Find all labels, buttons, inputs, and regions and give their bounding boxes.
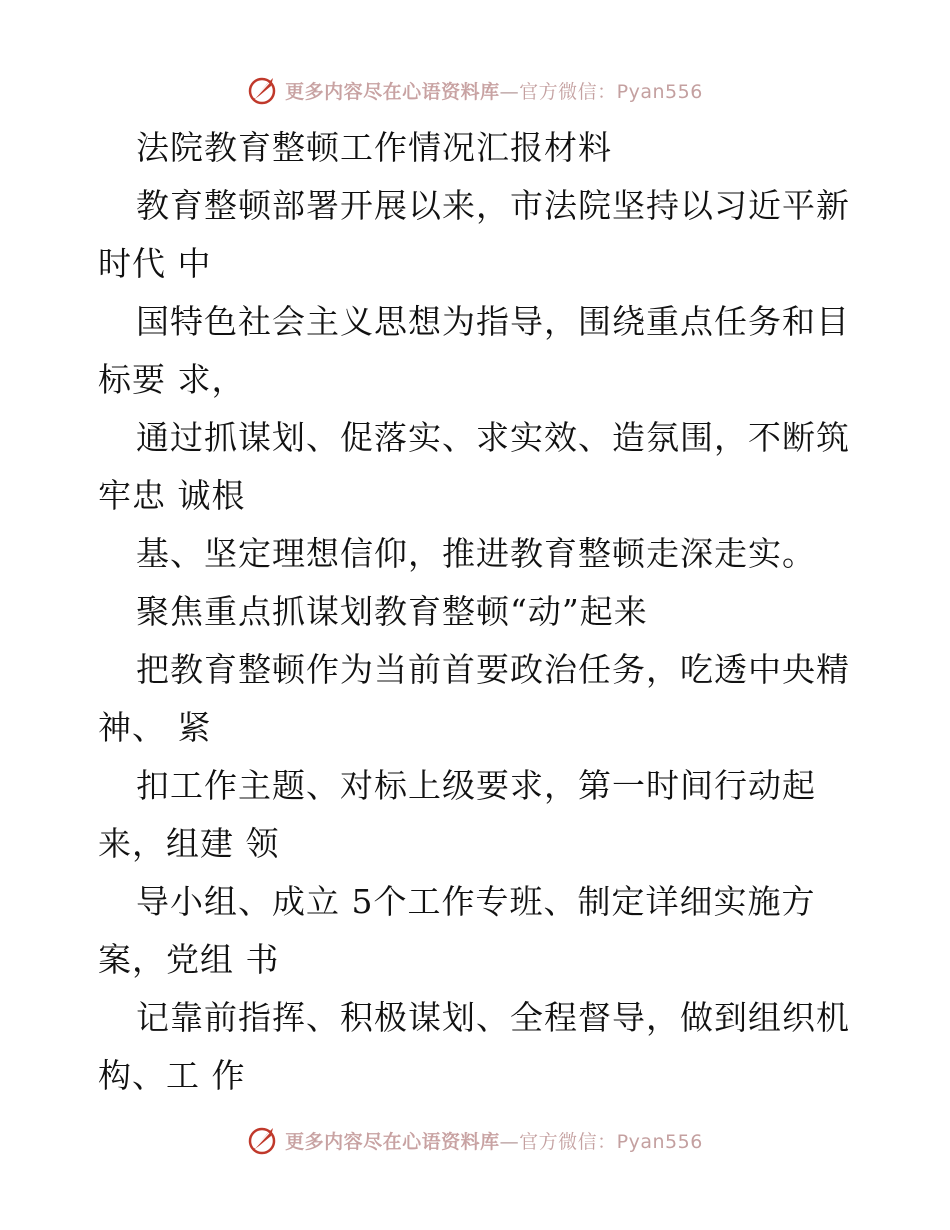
paragraph-line: 基、坚定理想信仰，推进教育整顿走深走实。 [136,534,816,573]
watermark-contact: 官方微信：Pyan556 [519,1130,703,1153]
paragraph-line: 记靠前指挥、积极谋划、全程督导，做到组织机 [136,998,850,1037]
section-heading: 聚焦重点抓谋划教育整顿“动”起来 [136,592,648,631]
watermark-separator: — [499,80,520,103]
paragraph-line: 来，组建 领 [98,824,280,863]
paragraph-line: 导小组、成立 5个工作专班、制定详细实施方 [136,882,816,921]
quill-pen-icon [247,1124,279,1156]
paragraph-line: 神、 紧 [98,708,212,747]
paragraph-line: 牢忠 诚根 [98,476,246,515]
paragraph-line: 把教育整顿作为当前首要政治任务，吃透中央精 [136,650,850,689]
watermark-main: 更多内容尽在心语资料库 [285,1130,500,1153]
paragraph-line: 构、工 作 [98,1056,246,1095]
paragraph-line: 案，党组 书 [98,940,280,979]
paragraph-line: 通过抓谋划、促落实、求实效、造氛围，不断筑 [136,418,850,457]
paragraph-line: 教育整顿部署开展以来，市法院坚持以习近平新 [136,186,850,225]
paragraph-line: 时代 中 [98,244,212,283]
watermark-main: 更多内容尽在心语资料库 [285,80,500,103]
watermark-text [285,1127,703,1154]
watermark-footer [0,1120,950,1160]
watermark-separator: — [499,1130,520,1153]
document-title: 法院教育整顿工作情况汇报材料 [136,128,612,167]
paragraph-line: 扣工作主题、对标上级要求，第一时间行动起 [136,766,816,805]
paragraph-line: 国特色社会主义思想为指导，围绕重点任务和目 [136,302,850,341]
paragraph-line: 标要 求， [98,360,246,399]
watermark-contact: 官方微信：Pyan556 [519,80,703,103]
